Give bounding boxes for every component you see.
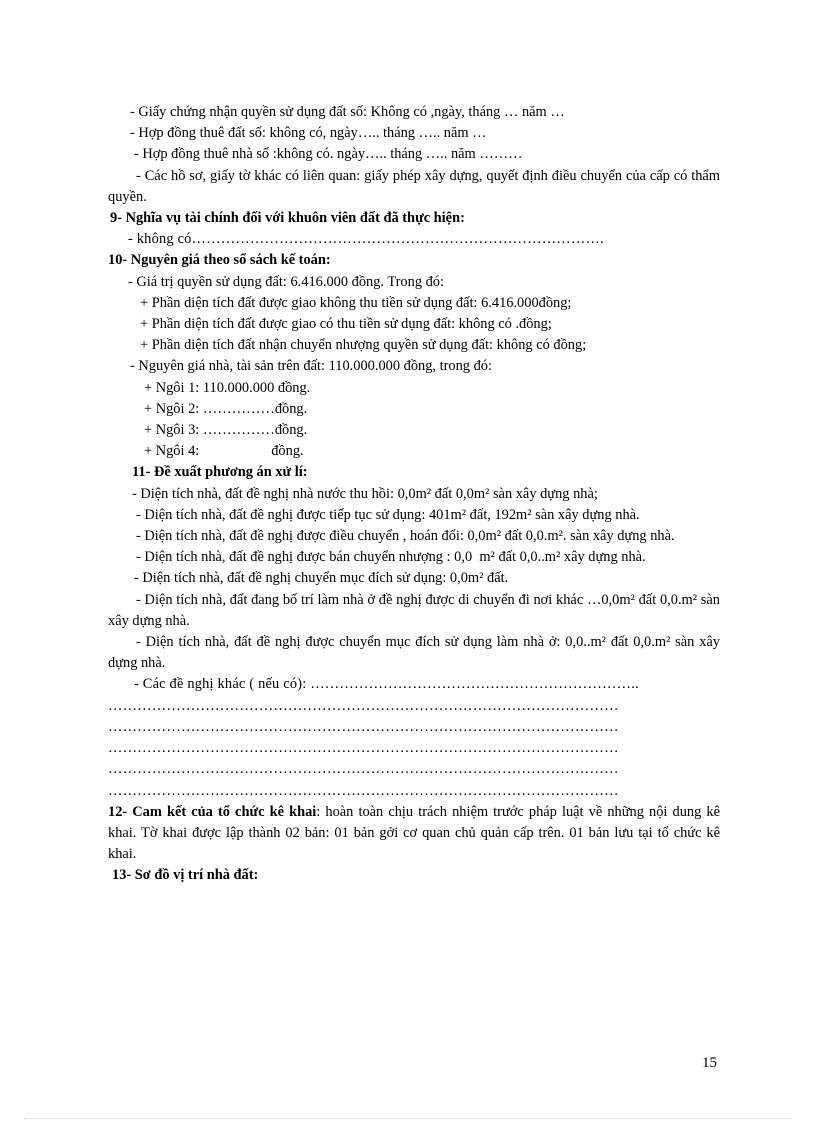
section-heading-9: 9- Nghĩa vụ tài chính đối với khuôn viên đất đã thực hiện:: [110, 210, 465, 227]
doc-line: - Nguyên giá nhà, tài sản trên đất: 110.000.000 đồng, trong đó:: [130, 358, 492, 375]
section-heading-12: 12- Cam kết của tổ chức kê khai: [108, 803, 317, 820]
doc-paragraph: - Diện tích nhà, đất đang bố trí làm nhà ở đề nghị được di chuyển đi nơi khác …0,0m² đất 0,0.m² sàn xây dựng nhà.: [108, 591, 720, 629]
page-bottom-rule: [24, 1118, 792, 1119]
section-heading-11: 11- Đề xuất phương án xử lí:: [132, 464, 308, 481]
doc-line: + Phần diện tích đất nhận chuyển nhượng quyền sử dụng đất: không có đồng;: [140, 337, 587, 354]
page-number: 15: [702, 1055, 717, 1071]
doc-line: - Hợp đồng thuê nhà số :không có. ngày….. tháng ….. năm ………: [134, 146, 523, 163]
doc-line: - Diện tích nhà, đất đề nghị chuyển mục đích sử dụng: 0,0m² đất.: [134, 570, 509, 587]
doc-paragraph: - Diện tích nhà, đất đề nghị được tiếp tục sử dụng: 401m² đất, 192m² sàn xây dựng nhà.: [136, 506, 640, 523]
dotted-fill-line: ……………………………………………………………………………………………: [108, 740, 619, 757]
doc-line: + Phần diện tích đất được giao có thu tiền sử dụng đất: không có .đồng;: [140, 316, 552, 333]
doc-line: + Ngôi 3: ……………đồng.: [144, 422, 308, 439]
dotted-fill-line: ……………………………………………………………………………………………: [108, 718, 619, 735]
doc-line: - Giấy chứng nhận quyền sử dụng đất số: Không có ,ngày, tháng … năm …: [130, 104, 565, 120]
commitment-text: : hoàn toàn chịu trách nhiệm trước pháp luật về những nội dung kê khai. Tờ khai được lập thành 02 bản: 01 bản gởi cơ quan chủ quản cấp trên. 01 bản lưu tại tổ chức kê khai.: [108, 803, 721, 863]
doc-paragraph: - Các hồ sơ, giấy tờ khác có liên quan: giấy phép xây dựng, quyết định điều chuyển của cấp có thẩm quyền.: [108, 167, 720, 205]
dotted-fill-line: ……………………………………………………………………………………………: [108, 761, 619, 778]
doc-paragraph: - Diện tích nhà, đất đề nghị được chuyển mục đích sử dụng làm nhà ở: 0,0..m² đất 0,0.m² sàn xây dựng nhà.: [108, 634, 720, 672]
doc-line: + Ngôi 4: đồng.: [144, 443, 304, 460]
doc-line: - Diện tích nhà, đất đề nghị nhà nước thu hồi: 0,0m² đất 0,0m² sàn xây dựng nhà;: [132, 485, 598, 502]
commitment-paragraph: [108, 802, 720, 866]
doc-line: - Các đề nghị khác ( nếu có): …………………………………………………………..: [134, 676, 639, 693]
section-heading-10: 10- Nguyên giá theo sổ sách kế toán:: [108, 252, 331, 269]
doc-line: + Phần diện tích đất được giao không thu tiền sử dụng đất: 6.416.000đồng;: [140, 294, 572, 311]
doc-line: - không có………………………………………………………………………….: [128, 231, 604, 248]
doc-paragraph: - Diện tích nhà, đất đề nghị được bán chuyển nhượng : 0,0 m² đất 0,0..m² xây dựng nhà.: [136, 549, 646, 566]
dotted-fill-line: ……………………………………………………………………………………………: [108, 782, 619, 799]
section-heading-13: 13- Sơ đồ vị trí nhà đất:: [112, 867, 259, 884]
doc-line: - Giá trị quyền sử dụng đất: 6.416.000 đồng. Trong đó:: [128, 273, 444, 290]
doc-paragraph: - Diện tích nhà, đất đề nghị được điều chuyển , hoán đổi: 0,0m² đất 0,0.m². sàn xây dựng nhà.: [136, 528, 675, 545]
doc-line: - Hợp đồng thuê đất số: không có, ngày….. tháng ….. năm …: [130, 125, 487, 142]
dotted-fill-line: ……………………………………………………………………………………………: [108, 697, 619, 714]
doc-line: + Ngôi 1: 110.000.000 đồng.: [144, 379, 311, 396]
doc-line: + Ngôi 2: ……………đồng.: [144, 400, 308, 417]
document-page: [108, 102, 720, 887]
